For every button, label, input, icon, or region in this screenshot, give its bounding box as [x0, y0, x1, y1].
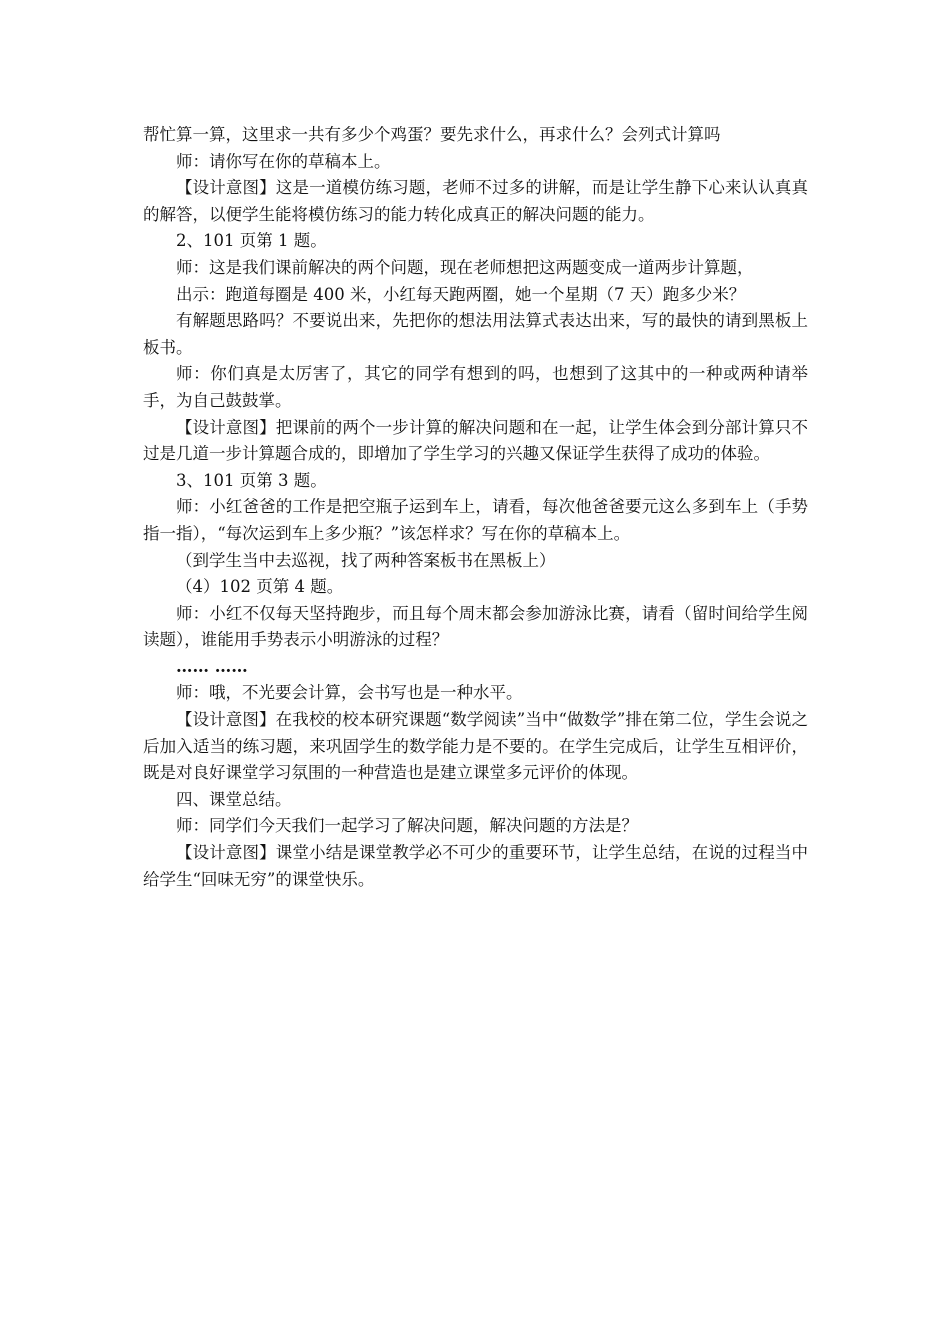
- paragraph: 师：你们真是太厉害了，其它的同学有想到的吗，也想到了这其中的一种或两种请举手，为自己鼓鼓掌。: [143, 364, 808, 410]
- section-heading: 3、101 页第 3 题。: [176, 470, 327, 490]
- paragraph: 师：请你写在你的草稿本上。: [176, 151, 391, 171]
- design-intent-paragraph: 【设计意图】课堂小结是课堂教学必不可少的重要环节，让学生总结，在说的过程当中给学生“回味无穷”的课堂快乐。: [143, 843, 808, 889]
- paragraph: 师：小红不仅每天坚持跑步，而且每个周末都会参加游泳比赛，请看（留时间给学生阅读题），谁能用手势表示小明游泳的过程？: [143, 603, 808, 650]
- section-heading: 四、课堂总结。: [176, 789, 292, 809]
- design-intent-paragraph: 【设计意图】把课前的两个一步计算的解决问题和在一起，让学生体会到分部计算只不过是几道一步计算题合成的，即增加了学生学习的兴趣又保证学生获得了成功的体验。: [143, 417, 808, 464]
- document-body: [143, 122, 808, 893]
- paragraph: 师：这是我们课前解决的两个问题，现在老师想把这两题变成一道两步计算题，: [176, 257, 754, 277]
- paragraph: 出示：跑道每圈是 400 米，小红每天跑两圈，她一个星期（7 天）跑多少米？: [176, 284, 746, 304]
- paragraph: 师：哦，不光要会计算，会书写也是一种水平。: [176, 683, 523, 703]
- design-intent-paragraph: 【设计意图】这是一道模仿练习题，老师不过多的讲解，而是让学生静下心来认认真真的解答，以便学生能将模仿练习的能力转化成真正的解决问题的能力。: [143, 178, 808, 224]
- paragraph: 帮忙算一算，这里求一共有多少个鸡蛋？要先求什么，再求什么？会列式计算吗: [143, 125, 721, 144]
- section-heading: （4）102 页第 4 题。: [176, 577, 344, 597]
- paragraph: 有解题思路吗？不要说出来，先把你的想法用法算式表达出来，写的最快的请到黑板上板书。: [143, 311, 808, 357]
- paragraph: 师：小红爸爸的工作是把空瓶子运到车上，请看，每次他爸爸要元这么多到车上（手势指一指），“每次运到车上多少瓶？”该怎样求？写在你的草稿本上。: [143, 497, 808, 543]
- paragraph: 师：同学们今天我们一起学习了解决问题，解决问题的方法是？: [176, 816, 638, 836]
- section-heading: 2、101 页第 1 题。: [176, 231, 327, 251]
- design-intent-paragraph: 【设计意图】在我校的校本研究课题“数学阅读”当中“做数学”排在第二位，学生会说之后加入适当的练习题，来巩固学生的数学能力是不要的。在学生完成后，让学生互相评价，既是对良好课堂学习氛围的一种营造也是建立课堂多元评价的体现。: [143, 710, 808, 783]
- ellipsis-line: …… ……: [176, 656, 248, 676]
- paragraph: （到学生当中去巡视，找了两种答案板书在黑板上）: [176, 550, 556, 570]
